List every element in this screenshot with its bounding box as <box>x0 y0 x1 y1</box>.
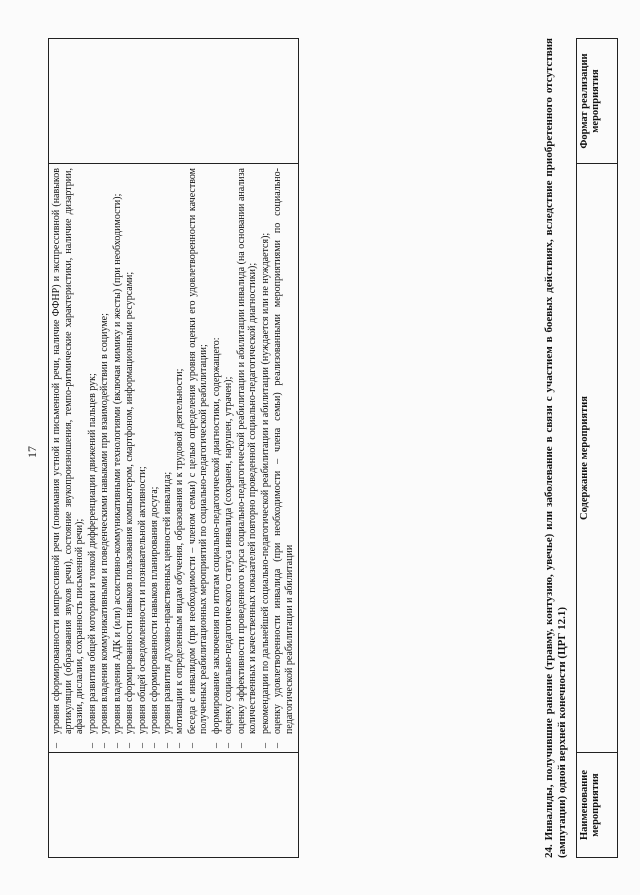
upper-name-cell <box>49 753 299 858</box>
section-heading: 24. Инвалиды, получившие ранение (травму, контузию, увечье) или заболевание в связи с участием в боевых действиях, вследствие приобретенного отсутствия (ампутации) одной верхней конечности (ЦРГ 12.1) <box>543 38 568 858</box>
upper-format-cell <box>49 39 299 164</box>
upper-table <box>48 38 299 858</box>
list-item: – уровня развития духовно-нравственных ценностей инвалида; <box>162 168 174 748</box>
list-item: – уровня владения АДК и (или) ассистивно-коммуникативными технологиями (включая мимику и жесты) (при необходимости); <box>112 168 124 748</box>
page-number: 17 <box>25 446 39 458</box>
rotated-landscape-page <box>20 18 620 878</box>
list-item: – уровня сформированности навыков пользования компьютером, смартфоном, информационными ресурсами; <box>124 168 136 748</box>
list-item: – формирование заключения по итогам социально-педагогической диагностики, содержащего: <box>211 168 223 748</box>
list-item: – уровня владения коммуникативными и поведенческими навыками при взаимодействии в социуме; <box>99 168 111 748</box>
list-item: – мотивации к определенным видам обучения, образования и к трудовой деятельности; <box>174 168 186 748</box>
header-name: Наименование мероприятия <box>577 753 618 858</box>
upper-items-list <box>51 168 295 748</box>
list-item: – оценку удовлетворенности инвалида (при необходимости – члена семьи) реализованными мероприятиями по социально-педагогической реабилитации и абилитации <box>272 168 295 748</box>
list-item: – рекомендации по дальнейшей социально-педагогической реабилитации и абилитации (нуждается или не нуждается); <box>260 168 272 748</box>
lower-table <box>576 38 618 858</box>
upper-content-cell <box>49 164 299 753</box>
header-content: Содержание мероприятия <box>577 164 618 753</box>
list-item: – уровня развития общей моторики и тонкой дифференциации движений пальцев рук; <box>87 168 99 748</box>
list-item: – уровня сформированности навыков планирования досуга; <box>149 168 161 748</box>
list-item: – уровня общей осведомленности и познавательной активности; <box>137 168 149 748</box>
list-item: – оценку социально-педагогического статуса инвалида (сохранен, нарушен, утрачен); <box>223 168 235 748</box>
list-item: – оценку эффективности проведенного курса социально-педагогической реабилитации и абилитации инвалида (на основании анализа количественных и качественных показателей повторно проведенной социально-педагогической диагностики); <box>236 168 259 748</box>
list-item: – беседа с инвалидом (при необходимости – членом семьи) с целью определения уровня оценки его удовлетворенности качеством полученных реабилитационных мероприятий по социально-педагогической реабилитации; <box>187 168 210 748</box>
header-format: Формат реализации мероприятия <box>577 39 618 164</box>
list-item: – уровня сформированности импрессивной речи (понимания устной и письменной речи, наличие ФФНР) и экспрессивной (навыков артикуляции (образования звуков речи), состояние звукопроизношения, темпо-ритмические характеристики, наличие дизартрии, афазии, дислалии, сохранность письменной речи); <box>51 168 86 748</box>
